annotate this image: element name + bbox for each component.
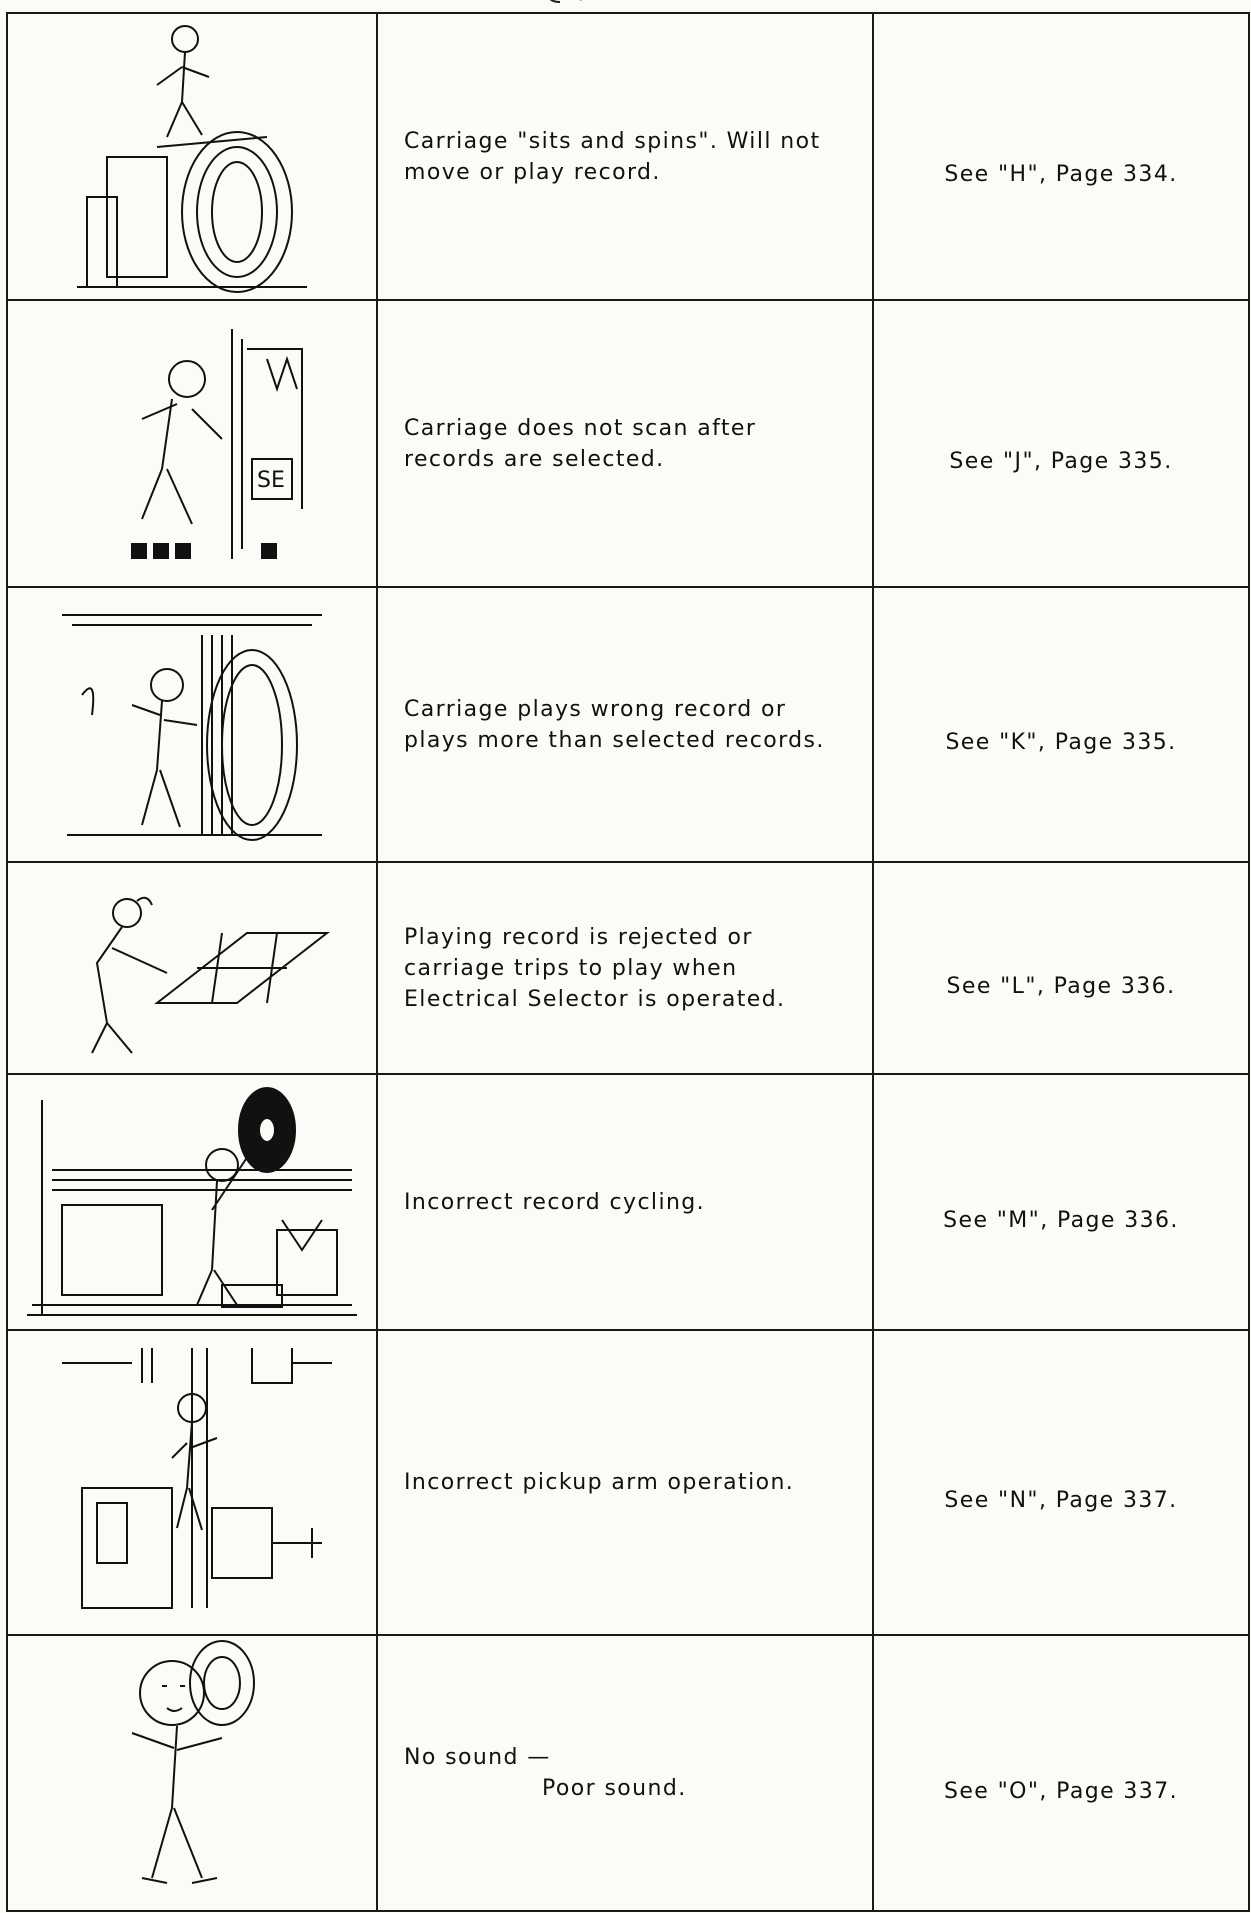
symptom-text: Carriage does not scan after records are selected.: [404, 415, 757, 472]
page-reference: See "J", Page 335.: [949, 449, 1173, 474]
man-standing-on-carriage-illustration: [67, 17, 317, 297]
symptom-line-2: Poor sound.: [542, 1776, 687, 1801]
symptom-text: Carriage "sits and spins". Will not move or play record.: [404, 128, 821, 185]
page-reference: See "N", Page 337.: [944, 1488, 1178, 1513]
table-row: [7, 300, 1249, 587]
illustration-cell: [7, 1635, 377, 1911]
illustration-cell: [7, 587, 377, 862]
table-row: [7, 1330, 1249, 1635]
illustration-cell: [7, 1074, 377, 1330]
illustration-cell: [7, 13, 377, 300]
table-row: [7, 1074, 1249, 1330]
table-row: [7, 587, 1249, 862]
symptom-text: [378, 1742, 872, 1804]
troubleshooting-chart: [6, 12, 1250, 1912]
illustration-cell: [7, 300, 377, 587]
page-reference: See "K", Page 335.: [945, 730, 1177, 755]
man-pushing-record-stack-illustration: [52, 595, 332, 855]
table-row: [7, 13, 1249, 300]
symptom-text: Playing record is rejected or carriage trips to play when Electrical Selector is operated.: [404, 924, 786, 1012]
man-climbing-pickup-arm-illustration: [42, 1338, 342, 1628]
symptom-text: Incorrect record cycling.: [404, 1189, 706, 1215]
man-pulling-at-selector-illustration: [72, 309, 312, 579]
illustration-cell: [7, 1330, 377, 1635]
man-with-large-ear-illustration: [92, 1638, 292, 1908]
page-reference: See "O", Page 337.: [943, 1778, 1178, 1804]
man-leaning-over-panel-illustration: [47, 873, 337, 1063]
table-row: [7, 1635, 1249, 1911]
symptom-text: Carriage plays wrong record or plays more than selected records.: [404, 696, 825, 753]
page-reference: See "L", Page 336.: [946, 973, 1176, 999]
svg-text:SE: SE: [257, 467, 285, 493]
symptom-text: Incorrect pickup arm operation.: [404, 1470, 795, 1495]
man-holding-record-illustration: [22, 1080, 362, 1325]
page-reference: See "H", Page 334.: [944, 162, 1178, 187]
header-script-fragment: [520, 0, 740, 12]
page-reference: See "M", Page 336.: [943, 1207, 1179, 1233]
table-row: [7, 862, 1249, 1074]
symptom-line-1: No sound —: [404, 1745, 551, 1770]
illustration-cell: [7, 862, 377, 1074]
